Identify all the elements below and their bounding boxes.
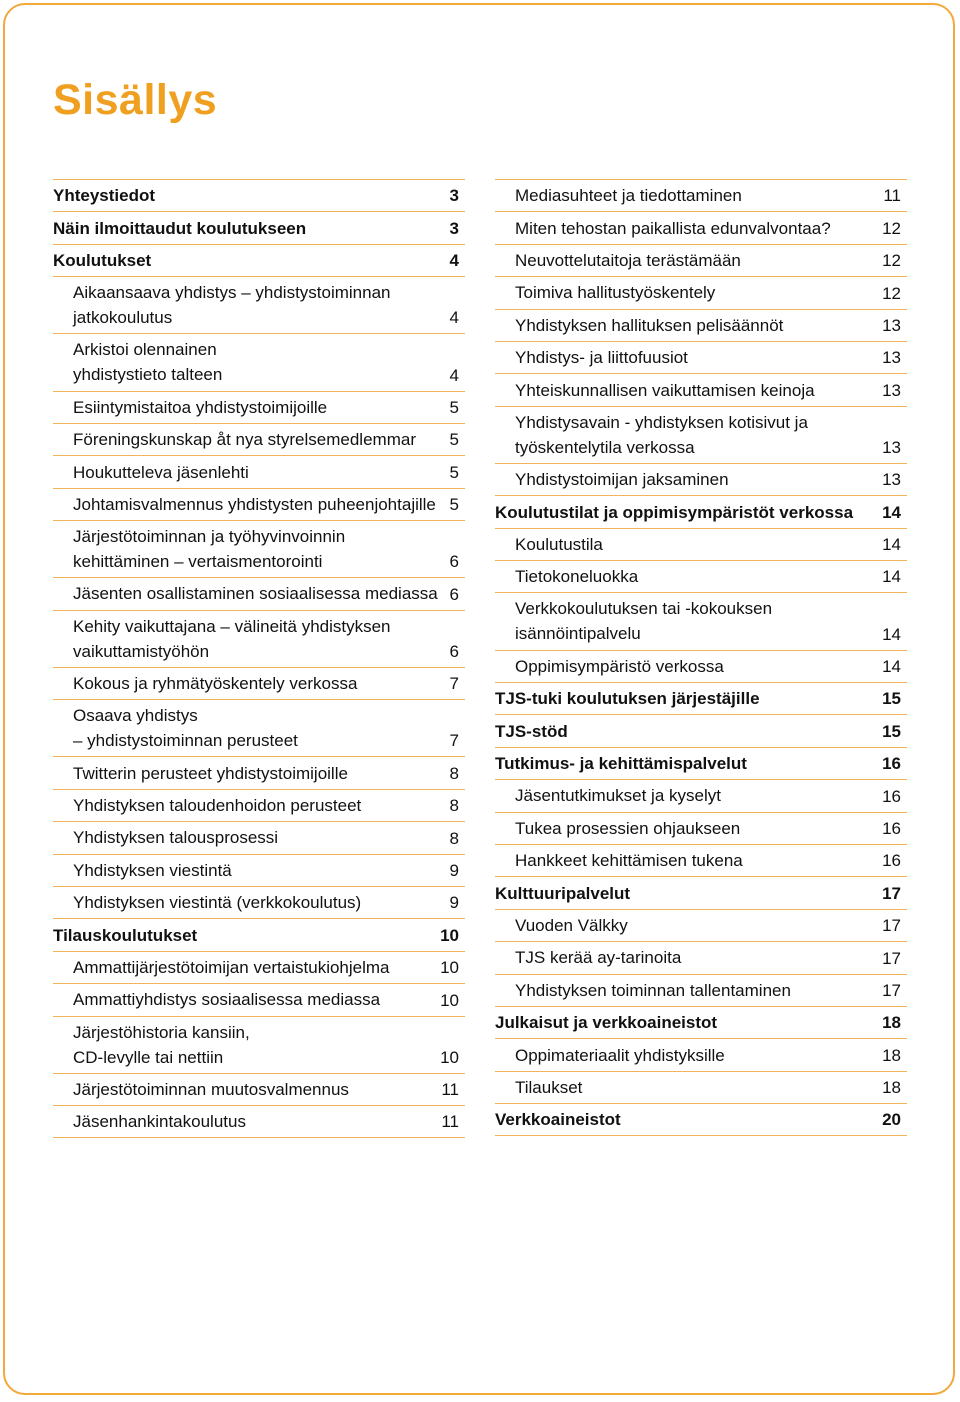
toc-entry bbox=[53, 789, 465, 821]
toc-entry-page-number: 11 bbox=[441, 1080, 459, 1100]
toc-entry bbox=[53, 455, 465, 487]
toc-entry-title: Yhteiskunnallisen vaikuttamisen keinoja bbox=[515, 380, 815, 400]
toc-entry-page-number: 11 bbox=[441, 1111, 459, 1131]
toc-section-entry bbox=[495, 747, 907, 779]
toc-entry-title: Koulutustila bbox=[515, 534, 603, 554]
page-title: Sisällys bbox=[53, 76, 218, 124]
toc-entry-page-number: 17 bbox=[882, 980, 901, 1000]
toc-entry-title: Houkutteleva jäsenlehti bbox=[73, 462, 249, 482]
toc-entry-page-number: 15 bbox=[882, 721, 901, 741]
toc-entry-title: Yhdistyksen hallituksen pelisäännöt bbox=[515, 315, 784, 335]
toc-entry-page-number: 6 bbox=[449, 641, 459, 661]
toc-entry-page-number: 18 bbox=[882, 1045, 901, 1065]
toc-entry-page-number: 12 bbox=[882, 251, 901, 271]
toc-entry-page-number: 16 bbox=[882, 786, 901, 806]
toc-entry-title: Yhdistyksen talousprosessi bbox=[73, 828, 279, 848]
toc-entry-page-number: 4 bbox=[449, 308, 459, 328]
toc-entry bbox=[495, 650, 907, 682]
toc-entry bbox=[495, 1071, 907, 1103]
toc-entry-title: Yhdistys- ja liittofuusiot bbox=[515, 348, 688, 368]
toc-entry-page-number: 5 bbox=[449, 430, 459, 450]
toc-entry-page-number: 10 bbox=[440, 958, 459, 978]
toc-entry-page-number: 14 bbox=[882, 567, 901, 587]
toc-entry bbox=[53, 1016, 465, 1073]
toc-entry-title: Yhteystiedot bbox=[53, 186, 156, 206]
toc-entry-title: Jäsenhankintakoulutus bbox=[73, 1111, 246, 1131]
toc-entry bbox=[53, 610, 465, 667]
toc-left-column bbox=[53, 179, 465, 1138]
toc-entry-page-number: 8 bbox=[449, 796, 459, 816]
toc-entry bbox=[495, 179, 907, 211]
toc-entry-title: Hankkeet kehittämisen tukena bbox=[515, 851, 743, 871]
toc-entry-title: Yhdistystoimijan jaksaminen bbox=[515, 470, 729, 490]
toc-entry bbox=[53, 488, 465, 520]
toc-section-entry bbox=[53, 179, 465, 211]
toc-entry-title: TJS-tuki koulutuksen järjestäjille bbox=[495, 689, 760, 709]
toc-entry bbox=[53, 423, 465, 455]
toc-entry bbox=[495, 909, 907, 941]
toc-entry-page-number: 14 bbox=[882, 502, 901, 522]
toc-entry-page-number: 14 bbox=[882, 657, 901, 677]
toc-entry-title: Toimiva hallitustyöskentely bbox=[515, 283, 716, 303]
toc-entry-page-number: 9 bbox=[449, 861, 459, 881]
toc-entry bbox=[495, 528, 907, 560]
toc-entry-page-number: 9 bbox=[449, 893, 459, 913]
toc-entry bbox=[53, 667, 465, 699]
toc-entry-page-number: 14 bbox=[882, 535, 901, 555]
toc-entry bbox=[53, 577, 465, 609]
toc-entry-title: Miten tehostan paikallista edunvalvontaa? bbox=[515, 218, 831, 238]
toc-entry-page-number: 13 bbox=[882, 470, 901, 490]
toc-entry-page-number: 5 bbox=[449, 462, 459, 482]
toc-entry-title: Mediasuhteet ja tiedottaminen bbox=[515, 186, 742, 206]
toc-right-column bbox=[495, 179, 907, 1136]
toc-entry-page-number: 11 bbox=[883, 186, 901, 206]
toc-entry-title: Koulutukset bbox=[53, 250, 152, 270]
toc-entry-page-number: 13 bbox=[882, 437, 901, 457]
toc-entry-title: Tilaukset bbox=[515, 1077, 583, 1097]
toc-entry-page-number: 10 bbox=[440, 1047, 459, 1067]
toc-entry-page-number: 7 bbox=[449, 731, 459, 751]
toc-entry bbox=[53, 391, 465, 423]
toc-entry bbox=[495, 844, 907, 876]
toc-entry-page-number: 18 bbox=[882, 1078, 901, 1098]
toc-entry-title: Aikaansaava yhdistys – yhdistystoiminnan jatkokoulutus bbox=[73, 283, 391, 328]
toc-entry bbox=[495, 560, 907, 592]
toc-section-entry bbox=[53, 918, 465, 950]
toc-entry-page-number: 8 bbox=[449, 763, 459, 783]
toc-section-entry bbox=[495, 1006, 907, 1038]
toc-entry-title: Tilauskoulutukset bbox=[53, 925, 198, 945]
toc-entry-page-number: 3 bbox=[449, 186, 459, 206]
toc-entry-title: Tietokoneluokka bbox=[515, 567, 639, 587]
toc-entry bbox=[53, 520, 465, 577]
toc-entry-title: Näin ilmoittaudut koulutukseen bbox=[53, 218, 307, 238]
toc-entry-title: TJS kerää ay-tarinoita bbox=[515, 948, 682, 968]
toc-entry bbox=[495, 244, 907, 276]
toc-entry-page-number: 17 bbox=[882, 883, 901, 903]
toc-entry bbox=[53, 276, 465, 333]
toc-entry-title: Arkistoi olennainen yhdistystieto talteen bbox=[73, 340, 223, 385]
toc-section-entry bbox=[495, 714, 907, 746]
toc-entry bbox=[495, 341, 907, 373]
toc-entry-title: Yhdistysavain - yhdistyksen kotisivut ja työskentelytila verkossa bbox=[515, 412, 808, 457]
toc-entry bbox=[495, 812, 907, 844]
toc-entry bbox=[495, 406, 907, 463]
toc-entry-page-number: 16 bbox=[882, 819, 901, 839]
toc-entry-title: Järjestötoiminnan muutosvalmennus bbox=[73, 1079, 349, 1099]
toc-entry bbox=[53, 821, 465, 853]
toc-entry-page-number: 13 bbox=[882, 348, 901, 368]
toc-entry-title: Jäsenten osallistaminen sosiaalisessa mediassa bbox=[73, 584, 438, 604]
toc-entry-title: Vuoden Välkky bbox=[515, 915, 628, 935]
toc-entry-title: Jäsentutkimukset ja kyselyt bbox=[515, 786, 721, 806]
toc-entry-title: Kokous ja ryhmätyöskentely verkossa bbox=[73, 674, 358, 694]
toc-section-entry bbox=[53, 211, 465, 243]
toc-section-entry bbox=[495, 1103, 907, 1135]
toc-entry-page-number: 6 bbox=[449, 552, 459, 572]
toc-section-entry bbox=[495, 495, 907, 527]
toc-entry bbox=[495, 941, 907, 973]
toc-entry-page-number: 17 bbox=[882, 916, 901, 936]
toc-entry bbox=[53, 699, 465, 756]
toc-entry bbox=[495, 211, 907, 243]
toc-entry-page-number: 5 bbox=[449, 397, 459, 417]
toc-entry-title: Oppimisympäristö verkossa bbox=[515, 656, 724, 676]
toc-entry-title: Verkkoaineistot bbox=[495, 1109, 621, 1129]
toc-entry-page-number: 20 bbox=[882, 1109, 901, 1129]
toc-entry-page-number: 15 bbox=[882, 689, 901, 709]
toc-entry-title: Yhdistyksen viestintä (verkkokoulutus) bbox=[73, 893, 362, 913]
toc-entry-title: Tukea prosessien ohjaukseen bbox=[515, 818, 741, 838]
toc-entry-page-number: 12 bbox=[882, 283, 901, 303]
toc-entry-page-number: 14 bbox=[882, 624, 901, 644]
toc-entry-title: TJS-stöd bbox=[495, 721, 568, 741]
toc-section-entry bbox=[53, 244, 465, 276]
toc-entry-page-number: 13 bbox=[882, 380, 901, 400]
toc-entry bbox=[53, 756, 465, 788]
toc-entry-title: Ammattiyhdistys sosiaalisessa mediassa bbox=[73, 990, 381, 1010]
toc-entry bbox=[53, 983, 465, 1015]
toc-entry-title: Yhdistyksen toiminnan tallentaminen bbox=[515, 980, 791, 1000]
toc-entry bbox=[53, 886, 465, 918]
toc-entry-page-number: 6 bbox=[449, 584, 459, 604]
toc-entry bbox=[495, 373, 907, 405]
toc-entry-page-number: 16 bbox=[882, 851, 901, 871]
toc-entry-page-number: 10 bbox=[440, 990, 459, 1010]
toc-entry-page-number: 12 bbox=[882, 218, 901, 238]
toc-entry-page-number: 8 bbox=[449, 828, 459, 848]
toc-entry-page-number: 13 bbox=[882, 315, 901, 335]
toc-entry-title: Osaava yhdistys – yhdistystoiminnan perusteet bbox=[73, 706, 298, 751]
toc-entry-page-number: 4 bbox=[449, 365, 459, 385]
toc-entry-title: Yhdistyksen taloudenhoidon perusteet bbox=[73, 796, 362, 816]
toc-section-entry bbox=[495, 876, 907, 908]
toc-entry-title: Järjestötoiminnan ja työhyvinvoinnin kehittäminen – vertaismentorointi bbox=[73, 527, 346, 572]
toc-entry bbox=[53, 1105, 465, 1137]
toc-entry-title: Verkkokoulutuksen tai -kokouksen isännöintipalvelu bbox=[515, 599, 773, 644]
toc-section-entry bbox=[495, 682, 907, 714]
toc-entry-title: Koulutustilat ja oppimisympäristöt verkossa bbox=[495, 502, 854, 522]
toc-entry-title: Twitterin perusteet yhdistystoimijoille bbox=[73, 763, 348, 783]
toc-entry bbox=[495, 1038, 907, 1070]
toc-entry bbox=[495, 592, 907, 649]
toc-entry-title: Kehity vaikuttajana – välineitä yhdistyksen vaikuttamistyöhön bbox=[73, 616, 391, 661]
toc-entry bbox=[53, 1073, 465, 1105]
toc-entry-title: Oppimateriaalit yhdistyksille bbox=[515, 1045, 725, 1065]
toc-entry-title: Neuvottelutaitoja terästämään bbox=[515, 250, 741, 270]
toc-entry bbox=[495, 463, 907, 495]
toc-entry-page-number: 16 bbox=[882, 754, 901, 774]
toc-entry-page-number: 3 bbox=[449, 218, 459, 238]
toc-entry-page-number: 10 bbox=[440, 925, 459, 945]
toc-entry-page-number: 7 bbox=[449, 674, 459, 694]
toc-entry bbox=[53, 854, 465, 886]
toc-entry-title: Kulttuuripalvelut bbox=[495, 883, 631, 903]
toc-entry-title: Esiintymistaitoa yhdistystoimijoille bbox=[73, 397, 328, 417]
toc-entry-title: Ammattijärjestötoimijan vertaistukiohjelma bbox=[73, 957, 390, 977]
toc-entry-title: Föreningskunskap åt nya styrelsemedlemmar bbox=[73, 430, 416, 450]
toc-entry-page-number: 17 bbox=[882, 948, 901, 968]
toc-entry-title: Julkaisut ja verkkoaineistot bbox=[495, 1013, 718, 1033]
toc-entry bbox=[495, 779, 907, 811]
toc-entry-title: Johtamisvalmennus yhdistysten puheenjohtajille bbox=[73, 494, 436, 514]
toc-entry bbox=[495, 309, 907, 341]
toc-entry-page-number: 18 bbox=[882, 1013, 901, 1033]
toc-entry-page-number: 5 bbox=[449, 495, 459, 515]
toc-entry bbox=[53, 333, 465, 390]
toc-entry-title: Yhdistyksen viestintä bbox=[73, 860, 232, 880]
toc-entry bbox=[495, 276, 907, 308]
toc-entry bbox=[53, 951, 465, 983]
toc-entry bbox=[495, 974, 907, 1006]
toc-entry-title: Tutkimus- ja kehittämispalvelut bbox=[495, 754, 747, 774]
toc-entry-title: Järjestöhistoria kansiin, CD-levylle tai nettiin bbox=[73, 1022, 250, 1067]
toc-entry-page-number: 4 bbox=[449, 251, 459, 271]
